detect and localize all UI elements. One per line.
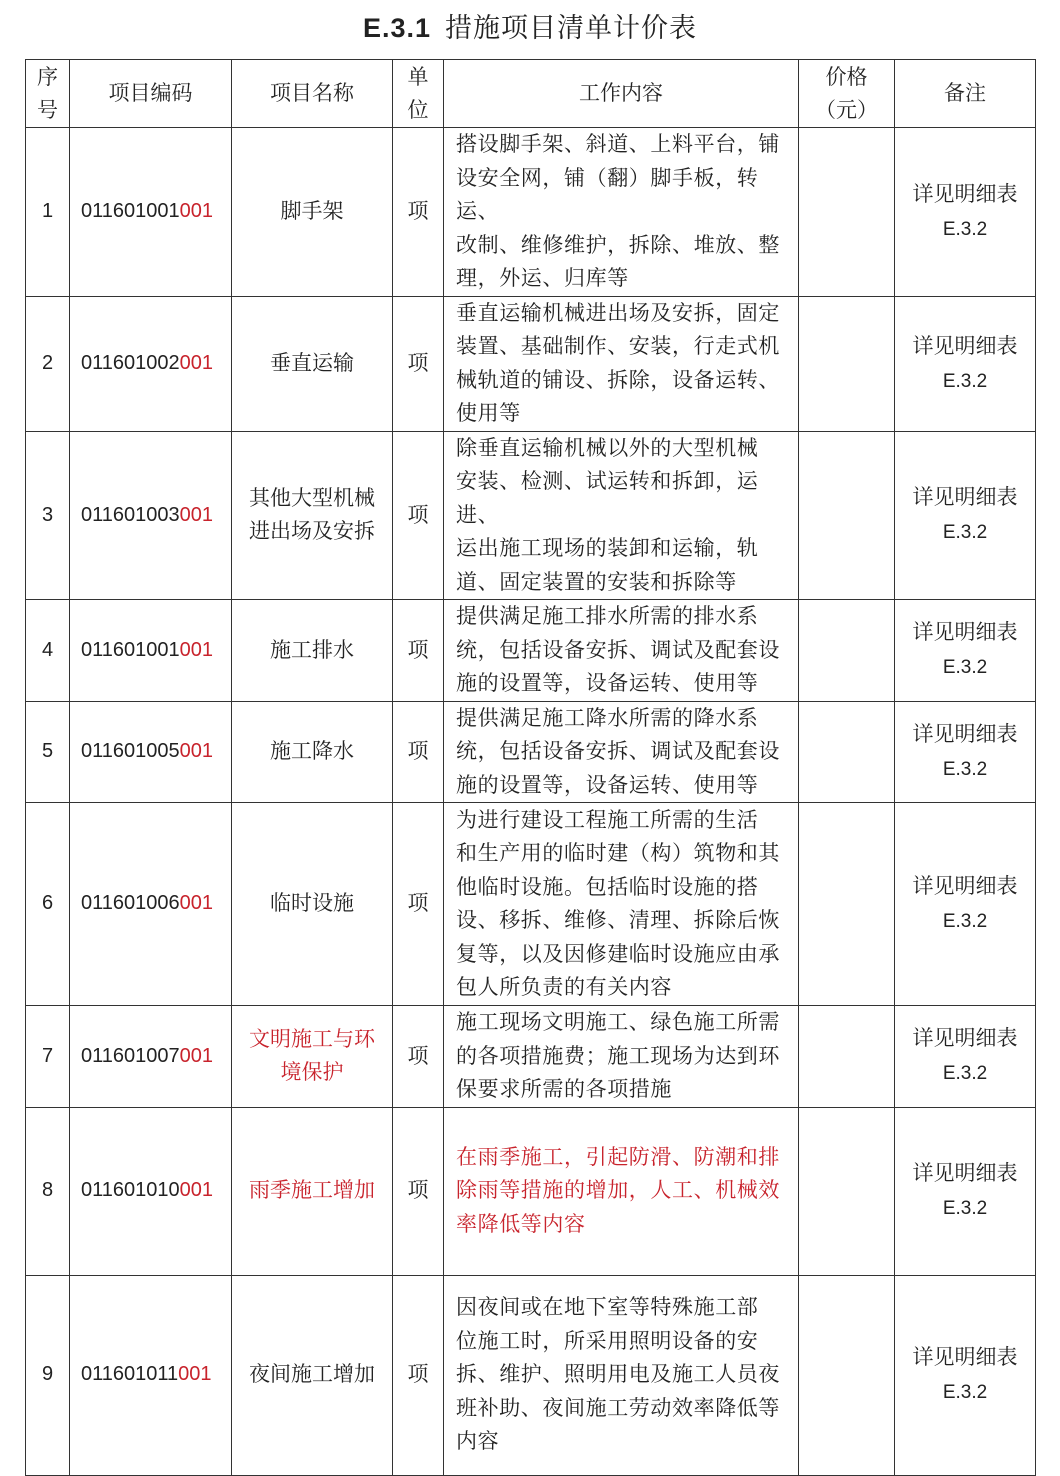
code-suffix: 001: [179, 892, 213, 915]
table-row: [26, 1107, 1036, 1275]
row-content: 施工现场文明施工、绿色施工所需 的各项措施费；施工现场为达到环 保要求所需的各项措施: [444, 1006, 799, 1108]
row-content: 因夜间或在地下室等特殊施工部 位施工时，所采用照明设备的安 拆、维护、照明用电及施工人员夜 班补助、夜间施工劳动效率降低等 内容: [444, 1275, 799, 1475]
row-price: [799, 600, 895, 702]
row-name: 施工排水: [232, 600, 393, 702]
table-row: [26, 296, 1036, 431]
title-number: E.3.1: [362, 13, 432, 43]
row-price: [799, 431, 895, 600]
code-suffix: 001: [179, 503, 213, 526]
table-body: [26, 128, 1036, 1476]
row-note: 详见明细表 E.3.2: [895, 701, 1036, 803]
table-row: [26, 803, 1036, 1006]
header-code: 项目编码: [70, 60, 232, 128]
header-row: [26, 60, 1036, 128]
row-code: 011601005001: [70, 701, 232, 803]
row-note: 详见明细表 E.3.2: [895, 1107, 1036, 1275]
row-name: 其他大型机械 进出场及安拆: [232, 431, 393, 600]
row-price: [799, 296, 895, 431]
row-unit: 项: [393, 600, 444, 702]
row-price: [799, 1275, 895, 1475]
row-note: 详见明细表 E.3.2: [895, 296, 1036, 431]
row-index: 7: [26, 1006, 70, 1108]
row-unit: 项: [393, 701, 444, 803]
header-name: 项目名称: [232, 60, 393, 128]
row-index: 2: [26, 296, 70, 431]
page-title: [0, 6, 1060, 50]
row-note: 详见明细表 E.3.2: [895, 1275, 1036, 1475]
title-text: 措施项目清单计价表: [445, 13, 698, 44]
row-content: 搭设脚手架、斜道、上料平台，铺 设安全网，铺（翻）脚手板，转运、 改制、维修维护，拆除、堆放、整 理，外运、归库等: [444, 128, 799, 297]
row-unit: 项: [393, 128, 444, 297]
row-note: 详见明细表 E.3.2: [895, 1006, 1036, 1108]
row-code: 011601002001: [70, 296, 232, 431]
code-suffix: 001: [179, 638, 213, 661]
row-unit: 项: [393, 431, 444, 600]
row-name: 垂直运输: [232, 296, 393, 431]
code-suffix: 001: [179, 200, 213, 222]
row-name: 雨季施工增加: [232, 1107, 393, 1275]
row-unit: 项: [393, 1107, 444, 1275]
row-content: 提供满足施工排水所需的排水系 统，包括设备安拆、调试及配套设 施的设置等，设备运转、使用等: [444, 600, 799, 702]
row-unit: 项: [393, 803, 444, 1006]
code-suffix: 001: [179, 351, 213, 374]
row-content: 提供满足施工降水所需的降水系 统，包括设备安拆、调试及配套设 施的设置等，设备运转、使用等: [444, 701, 799, 803]
header-note: 备注: [895, 60, 1036, 128]
header-price: 价格 （元）: [799, 60, 895, 128]
table-row: [26, 431, 1036, 600]
row-unit: 项: [393, 1275, 444, 1475]
table-row: [26, 600, 1036, 702]
row-index: 1: [26, 128, 70, 297]
row-code: 011601003001: [70, 431, 232, 600]
row-price: [799, 803, 895, 1006]
row-content: 为进行建设工程施工所需的生活 和生产用的临时建（构）筑物和其 他临时设施。包括临时设施的搭 设、移拆、维修、清理、拆除后恢 复等，以及因修建临时设施应由承 包人所负责的有关内容: [444, 803, 799, 1006]
header-index: 序 号: [26, 60, 70, 128]
row-code: 011601001001: [70, 600, 232, 702]
row-index: 3: [26, 431, 70, 600]
pricing-table: [25, 59, 1036, 1476]
row-content: 在雨季施工，引起防滑、防潮和排 除雨等措施的增加，人工、机械效 率降低等内容: [444, 1107, 799, 1275]
row-index: 4: [26, 600, 70, 702]
table-row: [26, 128, 1036, 297]
row-code: 011601010001: [70, 1107, 232, 1275]
row-note: 详见明细表 E.3.2: [895, 128, 1036, 297]
row-price: [799, 701, 895, 803]
code-suffix: 001: [179, 1044, 213, 1067]
row-name: 脚手架: [232, 128, 393, 297]
row-code: 011601006001: [70, 803, 232, 1006]
row-note: 详见明细表 E.3.2: [895, 600, 1036, 702]
table-row: [26, 1006, 1036, 1108]
row-unit: 项: [393, 1006, 444, 1108]
row-price: [799, 128, 895, 297]
row-note: 详见明细表 E.3.2: [895, 803, 1036, 1006]
header-unit: 单 位: [393, 60, 444, 128]
table-row: [26, 1275, 1036, 1475]
row-code: 011601011001: [70, 1275, 232, 1475]
row-name: 夜间施工增加: [232, 1275, 393, 1475]
row-price: [799, 1107, 895, 1275]
row-index: 5: [26, 701, 70, 803]
code-suffix: 001: [178, 1363, 212, 1386]
code-suffix: 001: [179, 1179, 213, 1202]
row-content: 垂直运输机械进出场及安拆，固定 装置、基础制作、安装，行走式机 械轨道的铺设、拆除，设备运转、 使用等: [444, 296, 799, 431]
row-note: 详见明细表 E.3.2: [895, 431, 1036, 600]
row-name: 临时设施: [232, 803, 393, 1006]
code-suffix: 001: [179, 740, 213, 762]
row-name: 施工降水: [232, 701, 393, 803]
row-index: 9: [26, 1275, 70, 1475]
row-index: 6: [26, 803, 70, 1006]
row-name: 文明施工与环 境保护: [232, 1006, 393, 1108]
row-code: 011601007001: [70, 1006, 232, 1108]
header-content: 工作内容: [444, 60, 799, 128]
row-price: [799, 1006, 895, 1108]
row-code: 011601001001: [70, 128, 232, 297]
row-unit: 项: [393, 296, 444, 431]
row-index: 8: [26, 1107, 70, 1275]
table-row: [26, 701, 1036, 803]
row-content: 除垂直运输机械以外的大型机械 安装、检测、试运转和拆卸，运进、 运出施工现场的装卸和运输，轨 道、固定装置的安装和拆除等: [444, 431, 799, 600]
